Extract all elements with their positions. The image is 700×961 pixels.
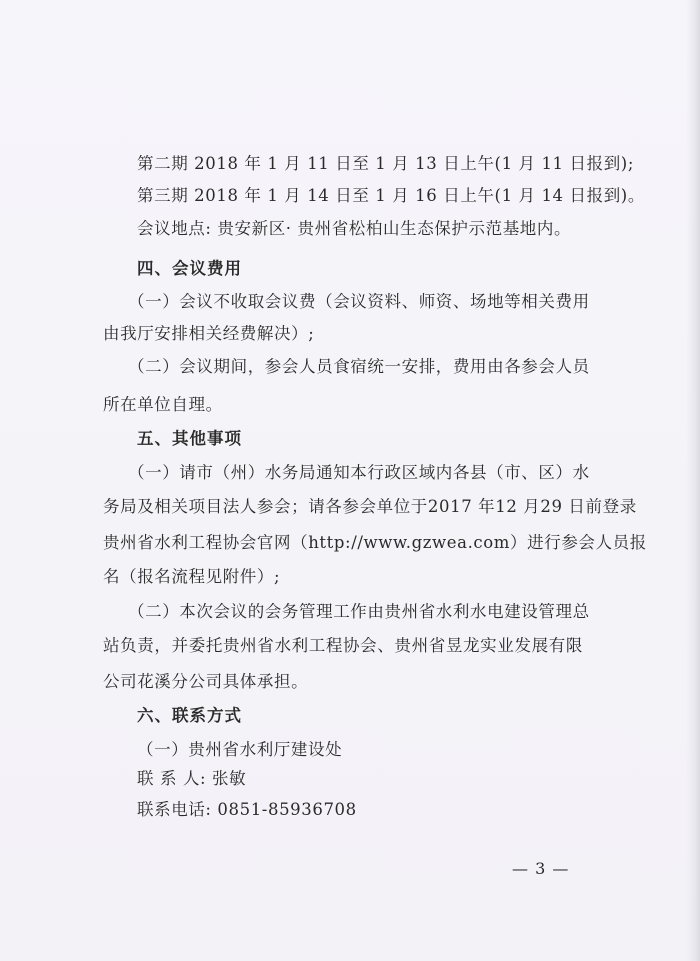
section-heading-other: 五、其他事项 <box>137 429 242 448</box>
other-paragraph-1-line-4: 名（报名流程见附件）; <box>103 567 281 586</box>
page-number: — 3 — <box>512 859 570 878</box>
other-paragraph-2-line-3: 公司花溪分公司具体承担。 <box>103 672 309 691</box>
fees-paragraph-2-line-1: （二）会议期间，参会人员食宿统一安排，费用由各参会人员 <box>128 357 590 376</box>
schedule-period-3: 第三期 2018 年 1 月 14 日至 1 月 16 日上午(1 月 14 日报到)。 <box>137 186 645 205</box>
other-paragraph-1-line-3: 贵州省水利工程协会官网（http://www.gzwea.com）进行参会人员报 <box>103 533 647 552</box>
meeting-location: 会议地点: 贵安新区· 贵州省松柏山生态保护示范基地内。 <box>137 219 572 238</box>
section-heading-fees: 四、会议费用 <box>137 259 242 278</box>
contact-person: 联 系 人: 张敏 <box>137 769 247 788</box>
contact-department: （一）贵州省水利厅建设处 <box>137 740 343 759</box>
fees-paragraph-2-line-2: 所在单位自理。 <box>103 395 223 414</box>
other-paragraph-2-line-1: （二）本次会议的会务管理工作由贵州省水利水电建设管理总 <box>128 602 590 621</box>
page-edge-shadow <box>686 0 700 961</box>
other-paragraph-1-line-1: （一）请市（州）水务局通知本行政区域内各县（市、区）水 <box>128 463 590 482</box>
other-paragraph-2-line-2: 站负责，并委托贵州省水利工程协会、贵州省昱龙实业发展有限 <box>103 636 583 655</box>
fees-paragraph-1-line-2: 由我厅安排相关经费解决）; <box>103 324 315 343</box>
section-heading-contact: 六、联系方式 <box>137 706 242 725</box>
contact-phone: 联系电话: 0851-85936708 <box>137 800 357 819</box>
fees-paragraph-1-line-1: （一）会议不收取会议费（会议资料、师资、场地等相关费用 <box>128 292 590 311</box>
schedule-period-2: 第二期 2018 年 1 月 11 日至 1 月 13 日上午(1 月 11 日报到); <box>137 154 634 173</box>
other-paragraph-1-line-2: 务局及相关项目法人参会；请各参会单位于2017 年12 月29 日前登录 <box>103 497 637 516</box>
